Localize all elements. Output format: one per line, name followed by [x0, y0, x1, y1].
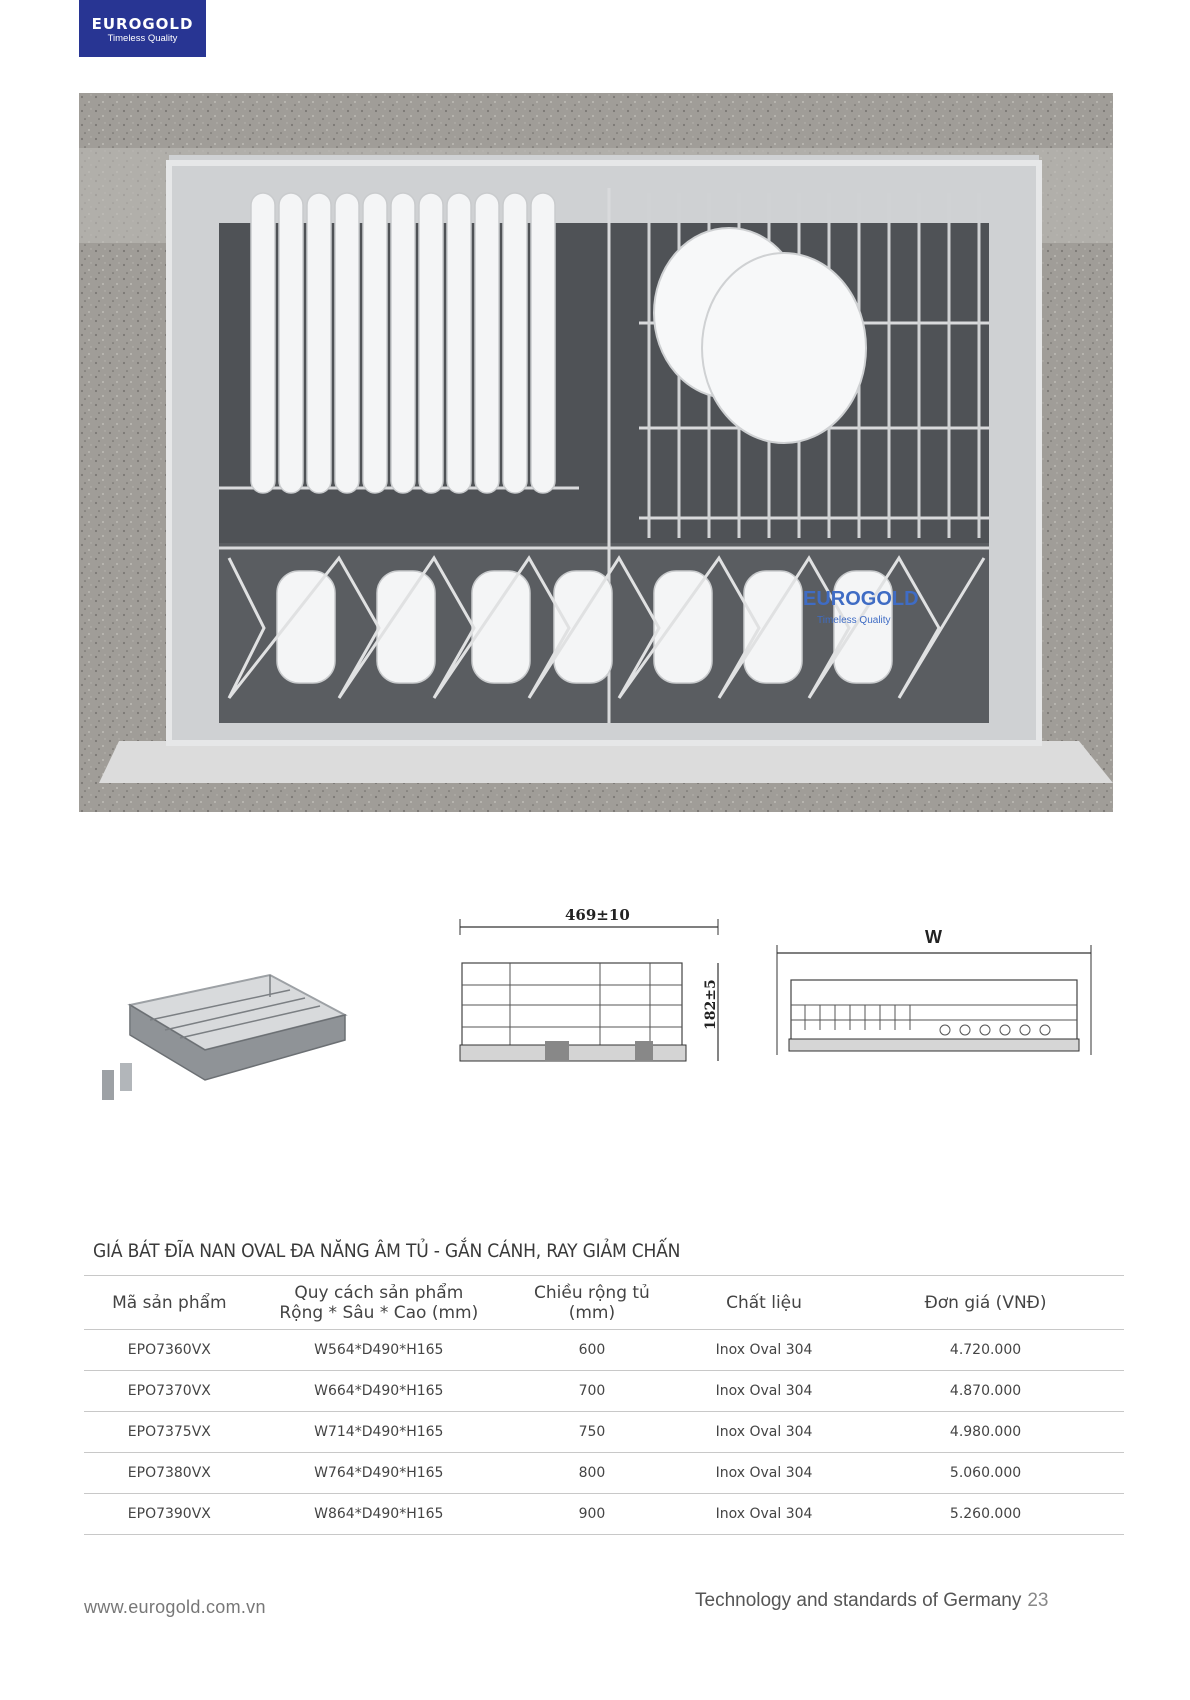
- table-row: [84, 1453, 1124, 1494]
- height-dimension-label: 182±5: [703, 979, 719, 1030]
- footer-slogan: [695, 1590, 1049, 1612]
- dish-rack-illustration: [79, 93, 1113, 812]
- side-view-drawing: [450, 905, 750, 1085]
- product-3d-view: [90, 935, 370, 1115]
- cell-spec: W714*D490*H165: [255, 1412, 503, 1453]
- cell-code: EPO7370VX: [84, 1371, 255, 1412]
- table-title: GIÁ BÁT ĐĨA NAN OVAL ĐA NĂNG ÂM TỦ - GẮN CÁNH, RAY GIẢM CHẤN: [93, 1240, 681, 1262]
- cell-material: Inox Oval 304: [681, 1330, 847, 1371]
- cell-price: 5.060.000: [847, 1453, 1124, 1494]
- cell-width: 750: [503, 1412, 681, 1453]
- cell-material: Inox Oval 304: [681, 1412, 847, 1453]
- cell-code: EPO7380VX: [84, 1453, 255, 1494]
- header-spec: Quy cách sản phẩm Rộng * Sâu * Cao (mm): [255, 1276, 503, 1330]
- cell-width: 900: [503, 1494, 681, 1535]
- cell-code: EPO7360VX: [84, 1330, 255, 1371]
- table-row: [84, 1494, 1124, 1535]
- cell-code: EPO7375VX: [84, 1412, 255, 1453]
- cell-material: Inox Oval 304: [681, 1453, 847, 1494]
- front-view-drawing: [775, 905, 1095, 1085]
- logo-tagline: Timeless Quality: [107, 33, 178, 44]
- cell-material: Inox Oval 304: [681, 1494, 847, 1535]
- width-dimension-label: W: [925, 927, 942, 947]
- table-header-row: [84, 1276, 1124, 1330]
- header-material: Chất liệu: [681, 1276, 847, 1330]
- cell-width: 600: [503, 1330, 681, 1371]
- cell-price: 4.870.000: [847, 1371, 1124, 1412]
- cell-price: 4.980.000: [847, 1412, 1124, 1453]
- cell-spec: W764*D490*H165: [255, 1453, 503, 1494]
- table-row: [84, 1371, 1124, 1412]
- cell-price: 5.260.000: [847, 1494, 1124, 1535]
- brand-logo: [79, 0, 206, 57]
- slogan-text: Technology and standards of Germany: [695, 1590, 1022, 1611]
- cell-code: EPO7390VX: [84, 1494, 255, 1535]
- cell-material: Inox Oval 304: [681, 1371, 847, 1412]
- header-cabinet-width: Chiều rộng tủ (mm): [503, 1276, 681, 1330]
- cell-spec: W664*D490*H165: [255, 1371, 503, 1412]
- table-row: [84, 1412, 1124, 1453]
- product-price-table: [84, 1275, 1124, 1535]
- product-photo: [79, 93, 1113, 812]
- cell-width: 800: [503, 1453, 681, 1494]
- technical-drawings: [0, 905, 1190, 1085]
- depth-dimension-label: 469±10: [565, 906, 630, 924]
- header-code: Mã sản phẩm: [84, 1276, 255, 1330]
- page-number: 23: [1027, 1590, 1049, 1611]
- website-link[interactable]: www.eurogold.com.vn: [84, 1597, 266, 1617]
- table-row: [84, 1330, 1124, 1371]
- cell-price: 4.720.000: [847, 1330, 1124, 1371]
- cell-spec: W564*D490*H165: [255, 1330, 503, 1371]
- logo-brand-text: EUROGOLD: [91, 15, 194, 33]
- basket-tagline-print: Timeless Quality: [817, 615, 891, 626]
- cell-width: 700: [503, 1371, 681, 1412]
- basket-brand-print: EUROGOLD: [803, 588, 919, 610]
- header-price: Đơn giá (VNĐ): [847, 1276, 1124, 1330]
- cell-spec: W864*D490*H165: [255, 1494, 503, 1535]
